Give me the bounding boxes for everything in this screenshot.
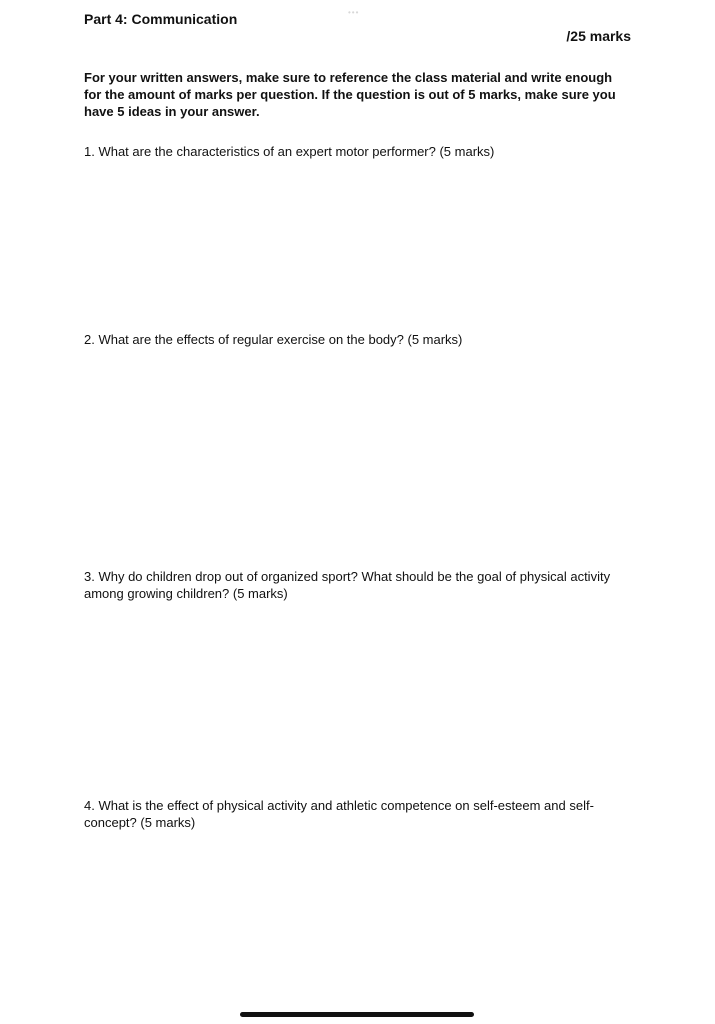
page-title: Part 4: Communication bbox=[84, 11, 238, 27]
marks-total: /25 marks bbox=[566, 28, 631, 44]
question-3: 3. Why do children drop out of organized sport? What should be the goal of physical activity among growing children? (5 marks) bbox=[84, 569, 611, 601]
scroll-dots-indicator: ••• bbox=[348, 8, 360, 17]
instructions-text: For your written answers, make sure to reference the class material and write enough for the amount of marks per question. If the question is out of 5 marks, make sure you have 5 ideas in your answer. bbox=[84, 70, 616, 119]
question-2: 2. What are the effects of regular exercise on the body? (5 marks) bbox=[84, 332, 463, 347]
home-indicator-bar[interactable] bbox=[240, 1012, 474, 1017]
question-4: 4. What is the effect of physical activity and athletic competence on self-esteem and self-concept? (5 marks) bbox=[84, 798, 594, 830]
question-1: 1. What are the characteristics of an expert motor performer? (5 marks) bbox=[84, 144, 495, 159]
